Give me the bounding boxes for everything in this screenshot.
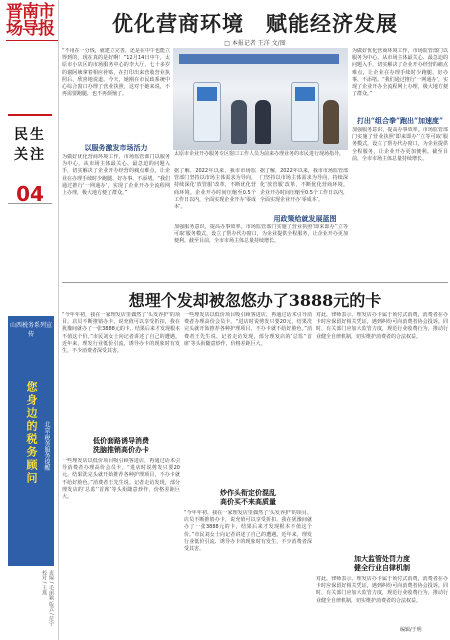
article2-subhead-2: 炒作头衔定价混乱 高价买不来高质量 — [220, 488, 276, 506]
photo-person — [231, 100, 247, 144]
page-number: 04 — [16, 182, 44, 206]
banner-top-label: 山西税务系列宣传 — [9, 322, 52, 338]
masthead-logo: 晋南市场导报 — [6, 2, 54, 39]
article2-subhead-1: 低价套路诱导消费 洗脑推销高价办卡 — [93, 436, 149, 454]
article-divider — [62, 282, 448, 283]
tax-column-banner — [8, 316, 54, 566]
photo-caption: 太原市企业开办服务专区窗口工作人员为前来办理业务的市民进行现场指导。 — [174, 151, 345, 157]
article1-subhead-1: 以服务激发市场活力 — [84, 143, 148, 152]
article2-subhead-3: 加大监管处罚力度 健全行业自律机制 — [354, 554, 410, 572]
article1-byline: □ 本报记者 王洋 文/图 — [224, 40, 286, 47]
article1-headline: 优化营商环境 赋能经济发展 — [112, 11, 398, 36]
masthead-rule — [6, 40, 58, 50]
article1-subhead-2: 打出“组合拳”跑出“加速度” — [356, 116, 444, 125]
article1-col-2b: 据了解，2022年以来，我市市场监管部门坚持以市场主体需求为导向，持续深化‘放管服’改革，不断优化营商环境。企业开办时间压缩至0.5个工作日以内，全面实现企业开办‘零成本’。 — [260, 168, 348, 203]
article1-intro: “不用在一分钱，就建立完善，还是在中午也能立得到的，现在真的是好啊！”12月14日中午，太原市小店区的市场服务中心的李大厅，七十多岁的谢阿姨拿着相应补贴，在打印出来营收营业执照后，欣喜地说道。今天，她刚在市民政系统中心综合窗口办理了营业执照，这对于她来说，不再需要跑腿，也不再烦恼了。 — [62, 48, 170, 98]
article2-col-3b: 对此，律师表示，理发店办卡属于预付式消费，消费者在办卡时应保留好相关凭证，遇到纠纷可向消费者协会投诉。同时，有关部门应加大监管力度，规范行业收费行为，推动行业健全自律机制，切实维护消费者的合法权益。 — [316, 576, 448, 604]
article1-col-3b: 加强服务意识，提高办事效率。市场监管部门实施了营业执照‘即来即办’‘立等可取’服务模式，设立了帮办代办窗口，为企业提供全程服务，让企业开办更加便利。截至目前，全市市场主体总量持续增长。 — [352, 127, 448, 162]
column-rule — [58, 0, 59, 640]
article1-col-2c: 加强服务意识，提高办事效率。市场监管部门实施了营业执照‘即来即办’‘立等可取’服务模式，设立了帮办代办窗口，为企业提供全程服务，让企业开办更加便利。截至目前，全市市场主体总量持续增长。 — [174, 224, 348, 245]
article1-col-3a: 为做好优化营商环境工作，市场监管部门以服务为中心，从市场主体最关心、最急迫的问题入手，切实解决了企业开办经营的痛点难点，让企业在办理手续时少跑腿、好办事、不添堵。“我们通过推行‘一网通办’，实现了企业开办全流程网上办理，极大地方便了群众。” — [352, 48, 448, 98]
photo-kiosk — [193, 82, 221, 142]
article2-col-1a: “今年年初，我在一家理发店里偶然了'头发养护'的项目，店员不断推销办卡，说充值可以享受折扣，我在犹豫间就办了一张3888元的卡，结果后来才发现根本不值这个价。”市民刘女士向记者讲述了自己的遭遇。近年来，理发行业低价引流、诱导办卡的现象时有发生，不少消费者深受其害。 — [62, 312, 180, 355]
page-credits: 责编 / 毛丽颖 版式 / 范宇 校对 / 王燕 — [41, 570, 54, 627]
article1-col-1: 为做好优化营商环境工作，市场监管部门以服务为中心，从市场主体最关心、最急迫的问题入手，切实解决了企业开办经营的痛点难点，让企业在办理手续时少跑腿、好办事、不添堵。“我们通过推行‘一网通办’，实现了企业开办全流程网上办理，极大地方便了群众。” — [62, 154, 170, 197]
section-name: 民生关注 — [14, 127, 46, 163]
photo-person — [323, 100, 339, 144]
article2-headline: 想理个发却被忽悠办了3888元的卡 — [128, 291, 382, 310]
article1-col-2: 据了解，2022年以来，我市市场监管部门坚持以市场主体需求为导向，持续深化‘放管服’改革，不断优化营商环境。企业开办时间压缩至0.5个工作日以内，全面实现企业开办‘零成本’。 — [174, 168, 256, 211]
article1-subhead-3: 用政策给就发展蓝图 — [273, 214, 337, 223]
article2-col-2a: 一些理发店以低价项目吸引顾客进店，再通过话术引导消费者办理高价会员卡。“进店时说剪发只要20元，结果洗完头就开始推荐各种护理项目，不办卡就不给好脸色。”消费者王先生说。记者走访发现，部分理发店的‘总监’‘首席’等头衔随意炒作，价格差距巨大。 — [184, 312, 312, 347]
photo-person — [255, 100, 271, 144]
article2-col-1b: 一些理发店以低价项目吸引顾客进店，再通过话术引导消费者办理高价会员卡。“进店时说剪发只要20元，结果洗完头就开始推荐各种护理项目，不办卡就不给好脸色。”消费者王先生说。记者走访发现，部分理发店的‘总监’‘首席’等头衔随意炒作，价格差距巨大。 — [62, 458, 180, 501]
photo-kiosk — [291, 82, 319, 142]
banner-title: 您身边的税务顾问 — [25, 381, 38, 485]
article2-col-2b: “今年年初，我在一家理发店里偶然了'头发养护'的项目，店员不断推销办卡，说充值可以享受折扣，我在犹豫间就办了一张3888元的卡，结果后来才发现根本不值这个价。”市民刘女士向记者讲述了自己的遭遇。近年来，理发行业低价引流、诱导办卡的现象时有发生，不少消费者深受其害。 — [184, 510, 312, 553]
article2-col-3a: 对此，律师表示，理发店办卡属于预付式消费，消费者在办卡时应保留好相关凭证，遇到纠纷可向消费者协会投诉。同时，有关部门应加大监管力度，规范行业收费行为，推动行业健全自律机制，切实维护消费者的合法权益。 — [316, 312, 448, 340]
photo-banner — [179, 54, 339, 64]
section-box — [8, 114, 52, 204]
editor-note: 编辑/于明 — [400, 627, 422, 633]
banner-subtitle: 北京·税务服务提醒 — [43, 421, 50, 471]
article1-photo — [173, 48, 348, 150]
